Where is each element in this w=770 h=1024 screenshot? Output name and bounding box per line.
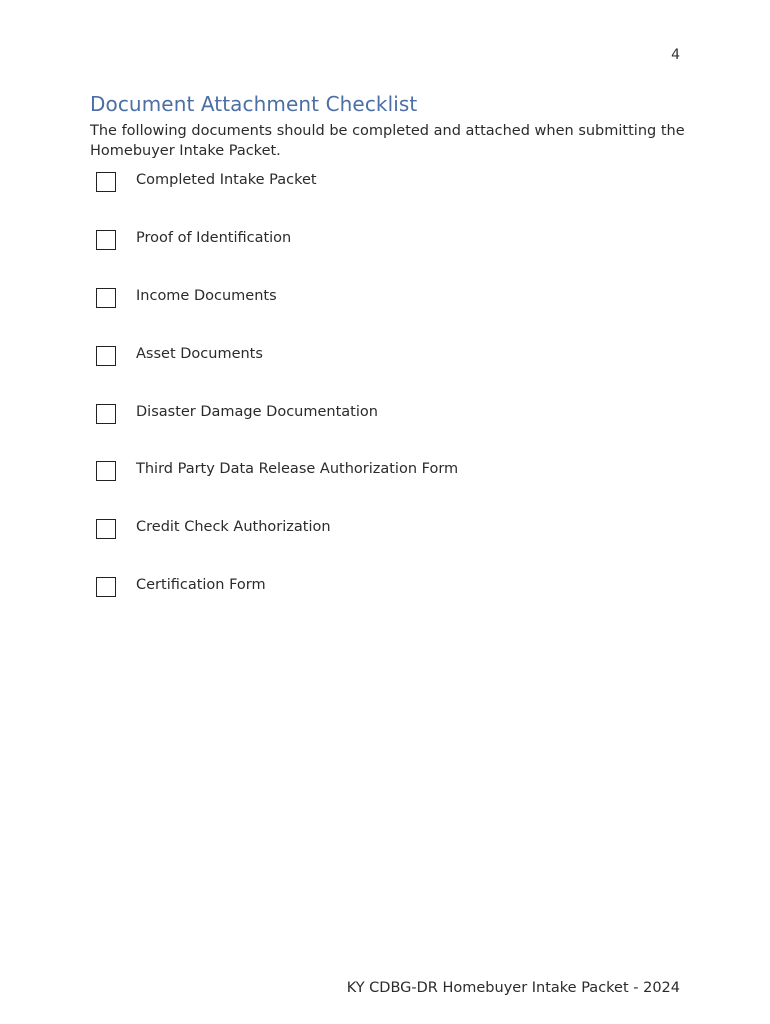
checklist-item-label: Completed Intake Packet (136, 172, 317, 188)
checklist-item-label: Income Documents (136, 287, 277, 304)
checkbox[interactable] (96, 404, 116, 424)
checklist-item-label: Asset Documents (136, 345, 263, 362)
checkbox[interactable] (96, 288, 116, 308)
checkbox[interactable] (96, 346, 116, 366)
checkbox[interactable] (96, 230, 116, 250)
page-number: 4 (671, 47, 680, 63)
checklist-item-label: Third Party Data Release Authorization Form (136, 461, 459, 478)
checkbox[interactable] (96, 519, 116, 539)
checklist-item-label: Proof of Identification (136, 229, 292, 246)
checklist-item-label: Credit Check Authorization (136, 519, 331, 536)
checklist-item-label: Disaster Damage Documentation (136, 403, 378, 420)
checkbox[interactable] (96, 172, 116, 192)
checkbox[interactable] (96, 577, 116, 597)
page-footer: KY CDBG-DR Homebuyer Intake Packet - 2024 (346, 980, 680, 996)
checklist-item-label: Certification Form (136, 577, 266, 594)
intro-text: The following documents should be completed and attached when submitting the Homebuyer Intake Packet. (90, 123, 685, 159)
checkbox[interactable] (96, 461, 116, 481)
page-title: Document Attachment Checklist (90, 92, 418, 116)
